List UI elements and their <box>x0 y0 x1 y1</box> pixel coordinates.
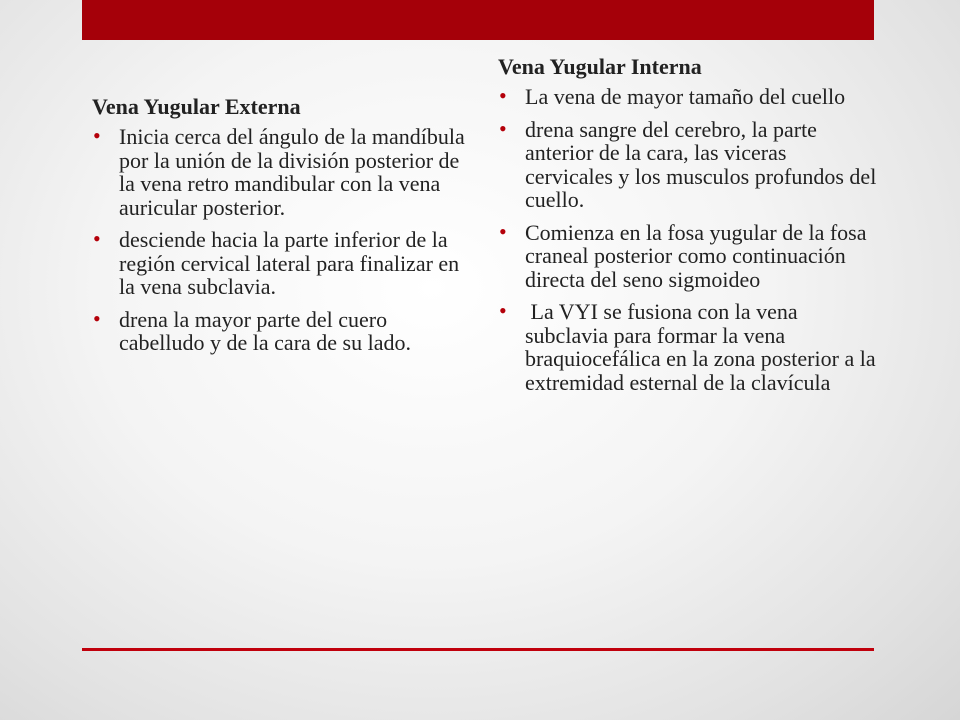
left-bullet-list <box>92 125 472 355</box>
right-column <box>498 53 882 403</box>
bullet-icon: • <box>93 305 101 331</box>
bullet-icon: • <box>499 115 507 141</box>
header-accent-bar <box>82 0 874 40</box>
footer-divider <box>82 648 874 651</box>
list-item-text: La vena de mayor tamaño del cuello <box>525 84 846 109</box>
left-column-heading: Vena Yugular Externa <box>92 94 301 119</box>
list-item-text: drena la mayor parte del cuero cabelludo y de la cara de su lado. <box>119 306 411 355</box>
list-item <box>498 218 878 292</box>
bullet-icon: • <box>93 123 101 148</box>
list-item <box>498 85 878 109</box>
bullet-icon: • <box>499 298 507 323</box>
list-item <box>498 298 882 395</box>
list-item-text: La VYI se fusiona con la vena subclavia para formar la vena braquiocefálica en la zona posterior a la extremidad esternal de la clavícula <box>525 299 882 395</box>
list-item-text: Comienza en la fosa yugular de la fosa craneal posterior como continuación directa del seno sigmoideo <box>525 219 867 292</box>
list-item <box>92 228 472 299</box>
bullet-icon: • <box>499 218 507 244</box>
list-item <box>498 115 878 212</box>
bullet-icon: • <box>499 83 507 108</box>
list-item-text: Inicia cerca del ángulo de la mandíbula por la unión de la división posterior de la vena retro mandibular con la vena auricular posterior. <box>119 124 465 220</box>
bullet-icon: • <box>93 226 101 251</box>
list-item-text: desciende hacia la parte inferior de la región cervical lateral para finalizar en la vena subclavia. <box>119 227 460 299</box>
right-bullet-list <box>498 83 882 395</box>
list-item-text: drena sangre del cerebro, la parte anterior de la cara, las viceras cervicales y los musculos profundos del cuello. <box>525 116 877 212</box>
left-column <box>92 93 472 364</box>
list-item <box>92 305 472 355</box>
right-column-heading: Vena Yugular Interna <box>498 54 702 79</box>
list-item <box>92 125 472 219</box>
